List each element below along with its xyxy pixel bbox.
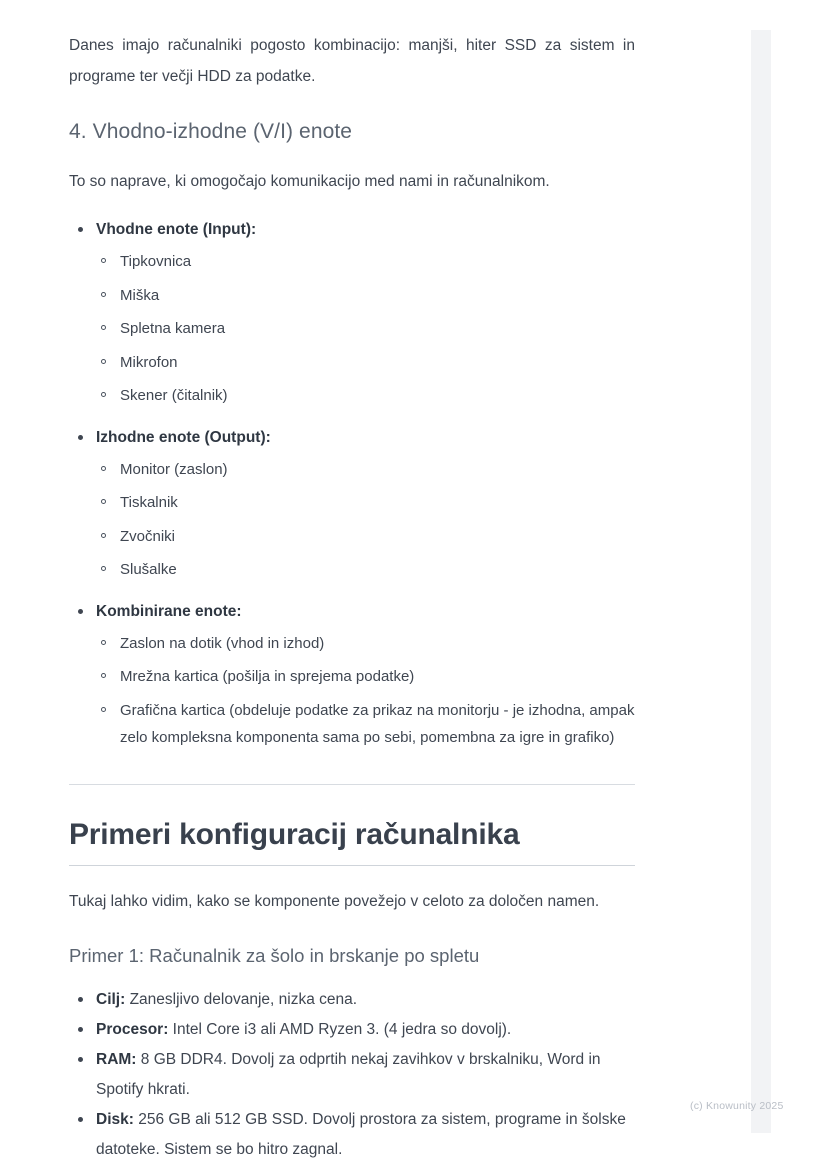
list-item bbox=[96, 279, 635, 313]
list-item bbox=[69, 1105, 635, 1165]
document-content bbox=[69, 30, 635, 1165]
vi-enote-list bbox=[69, 215, 635, 754]
list-item bbox=[96, 627, 635, 661]
bullet-circle-icon bbox=[101, 292, 106, 297]
list-item-group-combined bbox=[69, 597, 635, 754]
list-item-label: Zvočniki bbox=[120, 527, 176, 545]
bullet-circle-icon bbox=[101, 258, 106, 263]
group-label-combined: Kombinirane enote: bbox=[96, 602, 242, 620]
spec-value: Zanesljivo delovanje, nizka cena. bbox=[129, 990, 358, 1008]
bullet-circle-icon bbox=[101, 325, 106, 330]
list-item bbox=[96, 245, 635, 279]
list-item bbox=[96, 553, 635, 587]
list-item bbox=[96, 694, 635, 754]
list-item-label: Tiskalnik bbox=[120, 494, 178, 511]
bullet-icon bbox=[78, 609, 83, 614]
spec-label: Cilj: bbox=[96, 990, 130, 1008]
list-item-label: Monitor (zaslon) bbox=[120, 460, 228, 478]
bullet-circle-icon bbox=[101, 566, 106, 571]
bullet-circle-icon bbox=[101, 673, 106, 678]
list-item-label: Slušalke bbox=[120, 561, 177, 578]
spec-label: Disk: bbox=[96, 1110, 139, 1128]
bullet-circle-icon bbox=[101, 640, 106, 645]
list-item-label: Miška bbox=[120, 286, 160, 304]
example1-heading: Primer 1: Računalnik za šolo in brskanje po spletu bbox=[69, 944, 480, 966]
list-item-group-output bbox=[69, 423, 635, 587]
list-item bbox=[96, 660, 635, 694]
spec-value: Intel Core i3 ali AMD Ryzen 3. (4 jedra so dovolj). bbox=[172, 1020, 512, 1038]
bullet-icon bbox=[78, 435, 83, 440]
page-title-examples: Primeri konfiguracij računalnika bbox=[69, 817, 520, 851]
bullet-icon bbox=[78, 997, 83, 1002]
examples-lead: Tukaj lahko vidim, kako se komponente povežejo v celoto za določen namen. bbox=[69, 892, 600, 910]
list-item bbox=[96, 346, 635, 380]
section-heading-vi-enote: 4. Vhodno-izhodne (V/I) enote bbox=[69, 120, 353, 143]
list-item-label: Spletna kamera bbox=[120, 320, 226, 337]
list-item bbox=[69, 1015, 635, 1045]
list-item-label: Skener (čitalnik) bbox=[120, 387, 228, 404]
list-item-label: Mrežna kartica (pošilja in sprejema podatke) bbox=[120, 668, 415, 685]
list-item-label: Mikrofon bbox=[120, 353, 178, 371]
output-devices-list bbox=[96, 453, 635, 587]
list-item-label: Tipkovnica bbox=[120, 253, 192, 270]
bullet-circle-icon bbox=[101, 359, 106, 364]
list-item bbox=[96, 379, 635, 413]
input-devices-list bbox=[96, 245, 635, 413]
bullet-icon bbox=[78, 227, 83, 232]
list-item bbox=[69, 985, 635, 1015]
example1-spec-list bbox=[69, 985, 635, 1165]
spec-label: RAM: bbox=[96, 1050, 141, 1068]
spec-value: 256 GB ali 512 GB SSD. Dovolj prostora za sistem, programe in šolske datoteke. Sistem se bo hitro zagnal. bbox=[96, 1110, 626, 1158]
list-item bbox=[96, 486, 635, 520]
list-item-label: Zaslon na dotik (vhod in izhod) bbox=[120, 634, 325, 652]
bullet-circle-icon bbox=[101, 466, 106, 471]
bullet-circle-icon bbox=[101, 707, 106, 712]
scrollbar-track[interactable] bbox=[751, 30, 771, 1133]
list-item bbox=[69, 1045, 635, 1105]
bullet-icon bbox=[78, 1057, 83, 1062]
watermark: (c) Knowunity 2025 bbox=[690, 1100, 784, 1112]
intro-paragraph: Danes imajo računalniki pogosto kombinacijo: manjši, hiter SSD za sistem in programe ter večji HDD za podatke. bbox=[69, 37, 635, 85]
list-item bbox=[96, 520, 635, 554]
spec-label: Procesor: bbox=[96, 1020, 173, 1038]
bullet-circle-icon bbox=[101, 499, 106, 504]
bullet-circle-icon bbox=[101, 533, 106, 538]
list-item bbox=[96, 453, 635, 487]
group-label-input: Vhodne enote (Input): bbox=[96, 221, 257, 238]
bullet-circle-icon bbox=[101, 392, 106, 397]
spec-value: 8 GB DDR4. Dovolj za odprtih nekaj zavihkov v brskalniku, Word in Spotify hkrati. bbox=[96, 1050, 601, 1098]
combined-devices-list bbox=[96, 627, 635, 754]
list-item-label: Grafična kartica (obdeluje podatke za prikaz na monitorju - je izhodna, ampak zelo kompleksna komponenta sama po sebi, pomembna za igre in grafiko) bbox=[120, 701, 635, 746]
list-item bbox=[96, 312, 635, 346]
bullet-icon bbox=[78, 1117, 83, 1122]
bullet-icon bbox=[78, 1027, 83, 1032]
group-label-output: Izhodne enote (Output): bbox=[96, 428, 271, 446]
list-item-group-input bbox=[69, 215, 635, 413]
section4-lead: To so naprave, ki omogočajo komunikacijo med nami in računalnikom. bbox=[69, 173, 550, 190]
